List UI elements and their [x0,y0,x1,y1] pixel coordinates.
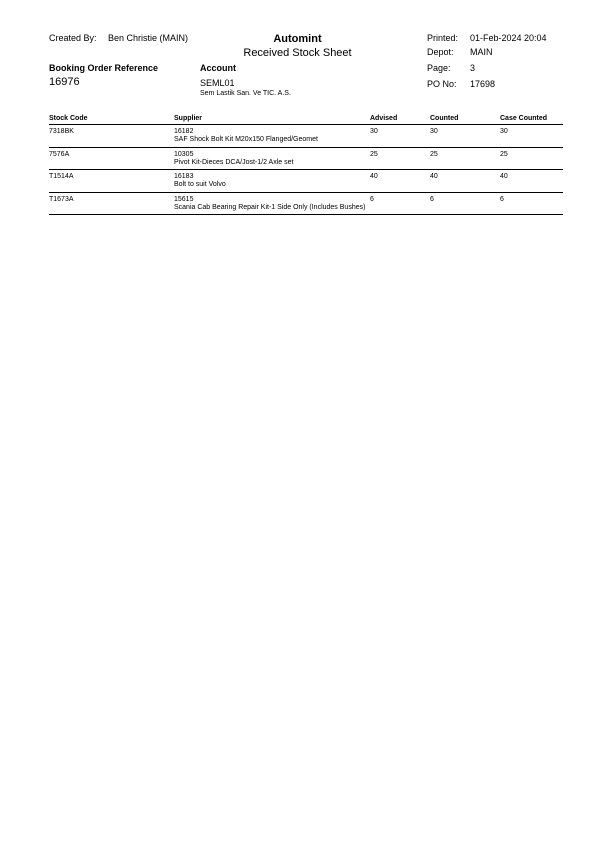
depot-value: MAIN [470,47,493,57]
description-cell: Bolt to suit Volvo [174,181,226,188]
page-number: 3 [470,63,476,73]
account-label: Account [200,63,236,73]
created-by-label: Created By: [49,33,97,43]
advised-cell: 25 [370,150,378,158]
booking-ref-value: 16976 [49,76,80,88]
printed-label: Printed: [427,33,459,43]
account-name: Sem Lastik San. Ve TIC. A.S. [200,90,291,97]
stock-table [49,114,563,215]
stock-code-cell: T1673A [49,195,74,203]
page-title: Received Stock Sheet [243,47,352,59]
printed-value: 01-Feb-2024 20:04 [470,33,547,43]
po-label: PO No: [427,79,457,89]
created-by-value: Ben Christie (MAIN) [108,33,189,43]
counted-cell: 30 [430,128,438,135]
description-cell: Pivot Kit-Dieces DCA/Jost-1/2 Axle set [174,158,294,166]
case-counted-cell: 25 [500,150,508,158]
stock-code-cell: 7318BK [49,128,74,135]
col-advised: Advised [370,115,398,122]
stock-code-cell: T1514A [49,173,74,180]
account-code: SEML01 [200,78,235,88]
counted-cell: 25 [430,150,438,158]
advised-cell: 30 [370,128,378,135]
po-value: 17698 [470,79,496,89]
table-row [49,125,563,148]
supplier-code-cell: 16182 [174,128,194,135]
case-counted-cell: 40 [500,173,508,180]
advised-cell: 40 [370,173,378,180]
stock-code-cell: 7576A [49,150,70,158]
company-name: Automint [273,33,322,45]
table-row [49,170,563,193]
supplier-code-cell: 16183 [174,173,194,180]
advised-cell: 6 [370,195,374,203]
col-supplier: Supplier [174,115,203,122]
table-row [49,193,563,216]
description-cell: SAF Shock Bolt Kit M20x150 Flanged/Geomet [174,136,318,143]
description-cell: Scania Cab Bearing Repair Kit-1 Side Only (Includes Bushes) [174,203,366,211]
case-counted-cell: 6 [500,195,504,203]
table-row [49,148,563,171]
counted-cell: 6 [430,195,434,203]
depot-label: Depot: [427,47,454,57]
booking-ref-label: Booking Order Reference [49,63,159,73]
table-header-row [49,114,563,125]
col-stock-code: Stock Code [49,115,88,122]
case-counted-cell: 30 [500,128,508,135]
counted-cell: 40 [430,173,438,180]
supplier-code-cell: 15615 [174,195,194,203]
col-counted: Counted [430,115,459,122]
page-label: Page: [427,63,451,73]
col-case-counted: Case Counted [500,115,548,122]
supplier-code-cell: 10305 [174,150,194,158]
